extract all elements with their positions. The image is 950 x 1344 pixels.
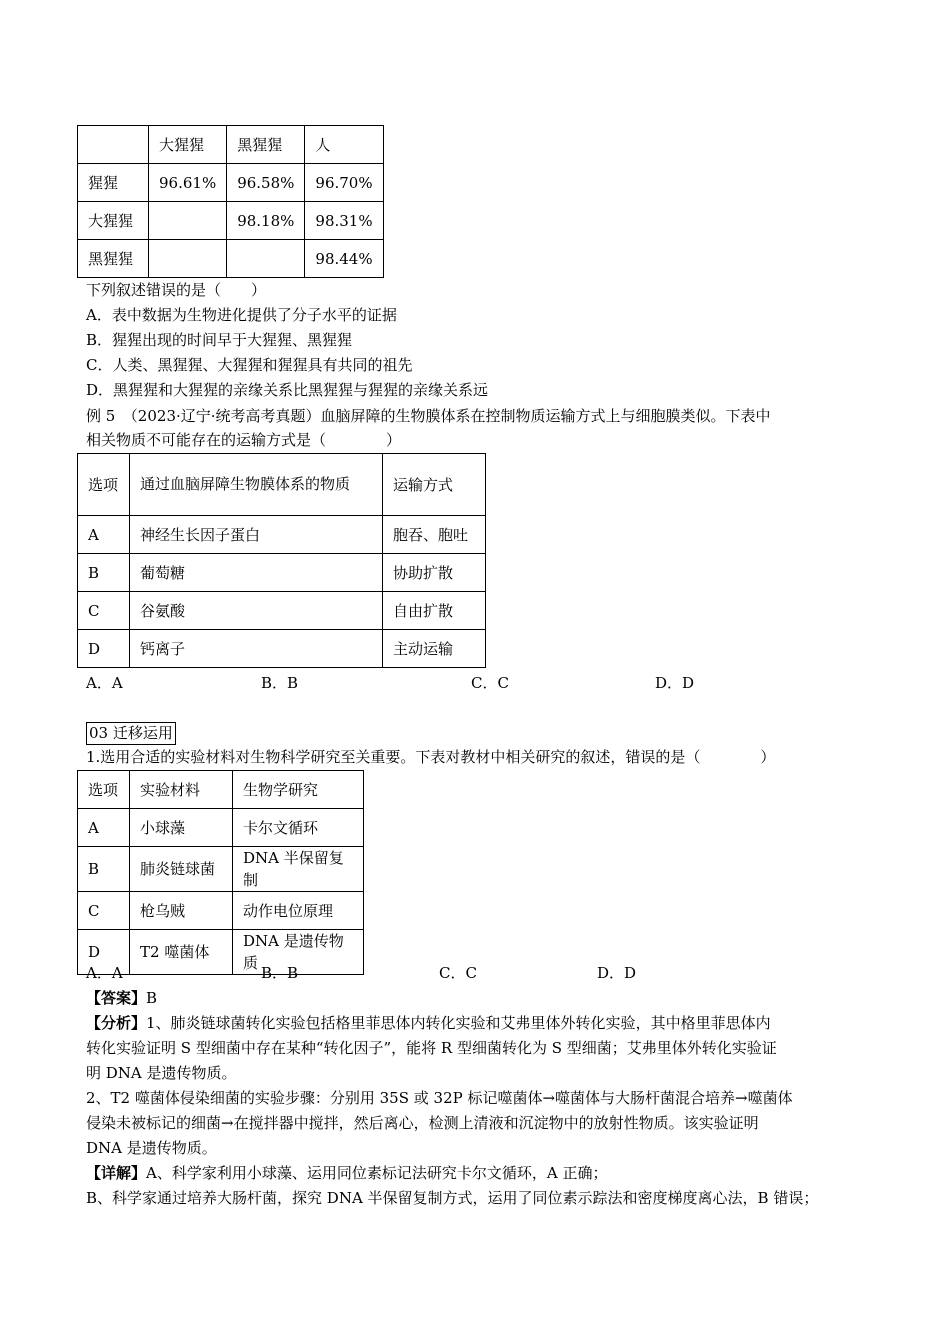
table-header-cell [130,454,383,516]
table-cell: 谷氨酸 [130,592,383,630]
option-a: A．A [86,964,123,982]
analysis-line: DNA 是遗传物质。 [86,1139,217,1157]
table-cell: 钙离子 [130,630,383,668]
analysis-line: 明 DNA 是遗传物质。 [86,1064,237,1082]
table-row [78,516,486,554]
table-row [78,809,364,847]
option-b: B．B [261,964,299,982]
table-cell: A [78,516,130,554]
table-cell: C [78,892,130,930]
table-cell: 小球藻 [130,809,233,847]
table-row [78,240,384,278]
question-stem: 下列叙述错误的是（ ） [86,281,267,299]
option-c: C．C [439,964,477,982]
answer-value: B [146,989,158,1007]
option-b: B．B [261,674,299,692]
analysis-tag: 【分析】 [86,1014,147,1032]
analysis-line: 侵染未被标记的细菌→在搅拌器中搅拌，然后离心，检测上清液和沉淀物中的放射性物质。该实验证明 [86,1114,759,1132]
table-cell: 98.31% [305,202,383,240]
table-row [78,630,486,668]
table-header-text: 通过血脑屏障生物膜体系的物质 [140,475,351,493]
table-cell: B [78,554,130,592]
table-cell: B [78,847,130,892]
table-header-cell: 实验材料 [130,771,233,809]
table-header-cell: 生物学研究 [233,771,364,809]
answer-tag: 【答案】 [86,989,147,1007]
table-cell: 猩猩 [78,164,149,202]
option-c: C．C [471,674,509,692]
analysis-line [86,1012,771,1034]
table-cell: DNA 半保留复制 [233,847,364,892]
analysis-text: 1、肺炎链球菌转化实验包括格里菲思体内转化实验和艾弗里体外转化实验，其中格里菲思体内 [146,1014,771,1032]
table-cell: 主动运输 [383,630,486,668]
example-5-options [0,672,950,694]
option-b: B．猩猩出现的时间早于大猩猩、黑猩猩 [86,331,353,349]
section-title: 03 迁移运用 [86,722,176,745]
table-row [78,202,384,240]
table-cell [227,240,305,278]
table-row [78,554,486,592]
table-header-cell: 大猩猩 [149,126,227,164]
table-header-row [78,454,486,516]
similarity-table [77,125,384,278]
table-row [78,164,384,202]
table-cell: 葡萄糖 [130,554,383,592]
table-row [78,892,364,930]
table-cell: 98.44% [305,240,383,278]
table-header-cell: 人 [305,126,383,164]
table-header-row [78,771,364,809]
table-cell: 胞吞、胞吐 [383,516,486,554]
table-cell: 96.58% [227,164,305,202]
analysis-line: 转化实验证明 S 型细菌中存在某种“转化因子”，能将 R 型细菌转化为 S 型细菌；艾弗里体外转化实验证 [86,1039,777,1057]
option-d: D．D [597,964,637,982]
table-cell: 枪乌贼 [130,892,233,930]
table-cell: 肺炎链球菌 [130,847,233,892]
option-a: A．A [86,674,123,692]
table-cell: C [78,592,130,630]
table-header-cell: 选项 [78,771,130,809]
table-header-cell: 运输方式 [383,454,486,516]
example-5-line-2: 相关物质不可能存在的运输方式是（ ） [86,431,402,449]
table-cell: 卡尔文循环 [233,809,364,847]
detail-text: A、科学家利用小球藻、运用同位素标记法研究卡尔文循环，A 正确； [146,1164,608,1182]
question-1-options [0,962,950,984]
detail-line [86,1162,607,1184]
table-row [78,592,486,630]
answer-line [86,987,157,1009]
option-d: D．D [655,674,695,692]
analysis-line: 2、T2 噬菌体侵染细菌的实验步骤：分别用 35S 或 32P 标记噬菌体→噬菌体与大肠杆菌混合培养→噬菌体 [86,1089,793,1107]
table-cell: DNA 是遗传物质 [233,930,364,975]
transport-table [77,453,486,668]
table-header-cell [78,126,149,164]
table-cell: 98.18% [227,202,305,240]
question-stem: 1.选用合适的实验材料对生物科学研究至关重要。下表对教材中相关研究的叙述，错误的是（ ） [86,748,776,766]
table-cell: A [78,809,130,847]
table-cell: 自由扩散 [383,592,486,630]
table-cell: 黑猩猩 [78,240,149,278]
table-cell: T2 噬菌体 [130,930,233,975]
experiment-table [77,770,364,975]
table-cell: D [78,630,130,668]
detail-tag: 【详解】 [86,1164,147,1182]
table-row [78,847,364,892]
table-cell: D [78,930,130,975]
table-cell [149,240,227,278]
table-cell: 96.70% [305,164,383,202]
table-header-cell: 选项 [78,454,130,516]
table-cell: 动作电位原理 [233,892,364,930]
table-cell: 神经生长因子蛋白 [130,516,383,554]
option-d: D．黑猩猩和大猩猩的亲缘关系比黑猩猩与猩猩的亲缘关系远 [86,381,489,399]
table-cell: 96.61% [149,164,227,202]
option-a: A．表中数据为生物进化提供了分子水平的证据 [86,306,397,324]
option-c: C．人类、黑猩猩、大猩猩和猩猩具有共同的祖先 [86,356,413,374]
table-cell: 协助扩散 [383,554,486,592]
table-cell: 大猩猩 [78,202,149,240]
detail-line: B、科学家通过培养大肠杆菌，探究 DNA 半保留复制方式，运用了同位素示踪法和密度梯度离心法，B 错误； [86,1189,819,1207]
example-5-line-1: 例 5 （2023·辽宁·统考高考真题）血脑屏障的生物膜体系在控制物质运输方式上与细胞膜类似。下表中 [86,407,771,425]
table-cell [149,202,227,240]
table-header-cell: 黑猩猩 [227,126,305,164]
